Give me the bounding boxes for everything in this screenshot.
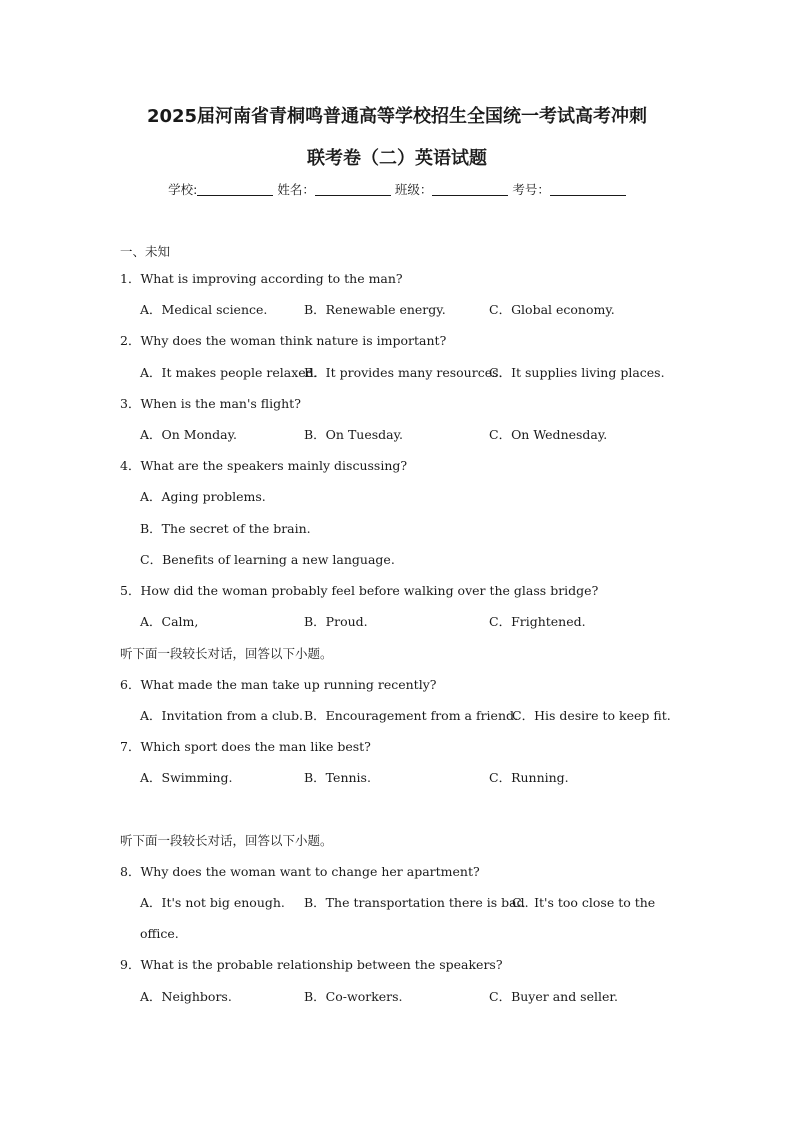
question-1-option-a: A．Medical science. <box>140 302 268 317</box>
question-1-stem: 1．What is improving according to the man? <box>120 271 403 286</box>
question-5-option-a: A．Calm, <box>140 614 199 629</box>
exam-title-line-1: 2025届河南省青桐鸣普通高等学校招生全国统一考试高考冲刺 <box>146 106 648 127</box>
class-label: 班级： <box>394 182 433 197</box>
question-7-option-a: A．Swimming. <box>140 770 233 785</box>
question-6-option-c: C．His desire to keep fit. <box>512 708 671 723</box>
question-3-option-a: A．On Monday. <box>140 427 238 442</box>
listening-instruction-2: 听下面一段较长对话，回答以下小题。 <box>120 833 333 848</box>
name-label: 姓名： <box>277 182 315 197</box>
question-4-option-b: B．The secret of the brain. <box>140 521 311 536</box>
question-7-option-c: C．Running. <box>489 770 569 785</box>
exam-title-line-2: 联考卷（二）英语试题 <box>307 148 487 169</box>
school-blank <box>197 183 273 196</box>
question-9-option-b: B．Co-workers. <box>304 989 403 1004</box>
question-6-option-a: A．Invitation from a club. <box>140 708 304 723</box>
school-label: 学校: <box>168 182 198 197</box>
question-1-option-c: C．Global economy. <box>489 302 615 317</box>
question-8-stem: 8．Why does the woman want to change her apartment? <box>120 864 480 879</box>
question-9-option-a: A．Neighbors. <box>140 989 232 1004</box>
section-heading: 一、未知 <box>120 244 171 259</box>
question-8-option-b: B．The transportation there is bad. <box>304 895 529 910</box>
question-8-option-c: C．It's too close to the <box>512 895 656 910</box>
question-4-option-c: C．Benefits of learning a new language. <box>140 552 395 567</box>
question-3-option-b: B．On Tuesday. <box>304 427 403 442</box>
question-2-option-c: C．It supplies living places. <box>489 365 665 380</box>
question-7-option-b: B．Tennis. <box>304 770 371 785</box>
question-2-option-a: A．It makes people relaxed. <box>140 365 318 380</box>
question-1-option-b: B．Renewable energy. <box>304 302 446 317</box>
question-5-option-c: C．Frightened. <box>489 614 586 629</box>
name-blank <box>315 183 391 196</box>
question-4-stem: 4．What are the speakers mainly discussing? <box>120 458 408 473</box>
question-2-option-b: B．It provides many resources. <box>304 365 503 380</box>
question-6-option-b: B．Encouragement from a friend. <box>304 708 518 723</box>
question-4-option-a: A．Aging problems. <box>140 489 266 504</box>
question-2-stem: 2．Why does the woman think nature is important? <box>120 333 447 348</box>
question-7-stem: 7．Which sport does the man like best? <box>120 739 371 754</box>
question-9-stem: 9．What is the probable relationship between the speakers? <box>120 957 503 972</box>
question-8-option-c-continued: office. <box>140 926 179 941</box>
question-3-option-c: C．On Wednesday. <box>489 427 608 442</box>
question-5-stem: 5．How did the woman probably feel before walking over the glass bridge? <box>120 583 599 598</box>
question-9-option-c: C．Buyer and seller. <box>489 989 618 1004</box>
question-3-stem: 3．When is the man's flight? <box>120 396 301 411</box>
question-6-stem: 6．What made the man take up running recently? <box>120 677 437 692</box>
listening-instruction-1: 听下面一段较长对话，回答以下小题。 <box>120 646 333 661</box>
question-5-option-b: B．Proud. <box>304 614 368 629</box>
class-blank <box>432 183 508 196</box>
number-blank <box>550 183 626 196</box>
number-label: 考号： <box>512 182 550 197</box>
question-8-option-a: A．It's not big enough. <box>140 895 285 910</box>
student-info-line <box>0 182 794 198</box>
